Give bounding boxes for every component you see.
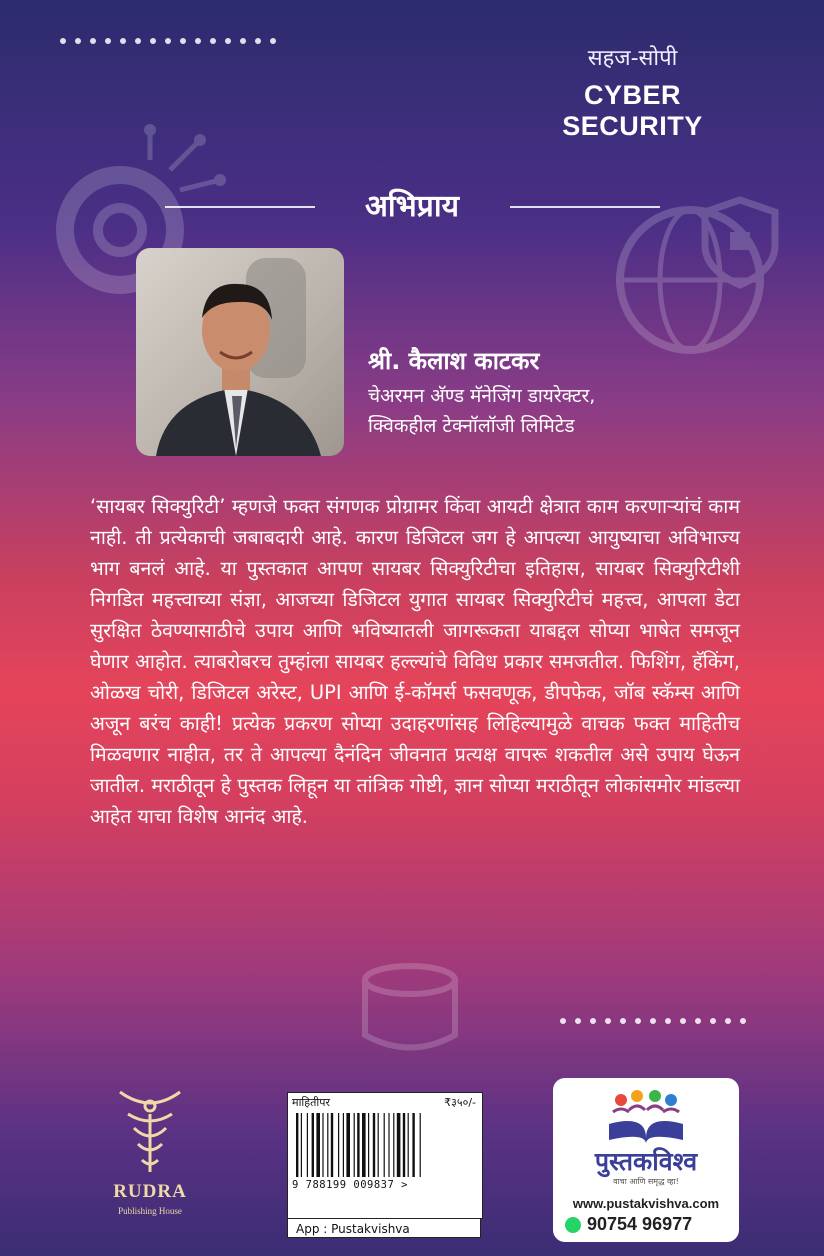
decorative-dots-bottom <box>560 1018 746 1024</box>
app-label: App : Pustakvishva <box>287 1218 481 1238</box>
decorative-dots-top <box>60 38 276 44</box>
author-role: चेअरमन अ‍ॅण्ड मॅनेजिंग डायरेक्टर, <box>368 385 596 407</box>
series-subtitle: CYBER SECURITY <box>562 80 703 141</box>
barcode-icon <box>296 1113 472 1177</box>
publisher-tagline: Publishing House <box>118 1206 182 1216</box>
price-label: माहितीपर <box>292 1096 330 1109</box>
distributor-website: www.pustakvishva.com <box>572 1196 720 1211</box>
distributor-box <box>553 1078 739 1242</box>
series-title: सहज-सोपी <box>587 46 678 71</box>
whatsapp-icon <box>565 1217 581 1233</box>
price: ₹३५०/- <box>444 1096 476 1109</box>
readers-book-icon <box>601 1088 691 1144</box>
isbn-number: 9 788199 009837 > <box>292 1179 408 1191</box>
publisher-name: RUDRA <box>113 1181 187 1202</box>
distributor-phone: 90754 96977 <box>587 1214 693 1234</box>
rudra-logo-icon <box>108 1084 192 1178</box>
distributor-brand: पुस्तकविश्व <box>594 1147 698 1176</box>
author-company: क्विकहील टेक्नॉलॉजी लिमिटेड <box>368 415 575 437</box>
database-icon <box>340 950 480 1060</box>
section-heading: अभिप्राय <box>364 189 460 224</box>
barcode-box <box>287 1092 483 1219</box>
author-photo <box>136 248 344 456</box>
author-name: श्री. कैलाश काटकर <box>368 347 540 375</box>
distributor-tagline: वाचा आणि समृद्ध व्हा! <box>613 1177 679 1186</box>
review-text: ‘सायबर सिक्युरिटी’ म्हणजे फक्त संगणक प्रोग्रामर किंवा आयटी क्षेत्रात काम करणाऱ्यांचं काम नाही. ती प्रत्येकाची जबाबदारी आहे. कारण डिजिटल जग हे आपल्या आयुष्याचा अविभाज्य भाग बनलं आहे. या पुस्तकात आपण सायबर सिक्युरिटीचा इतिहास, सायबर सिक्युरिटीशी निगडित महत्त्वाच्या संज्ञा, आजच्या डिजिटल युगात सायबर सिक्युरिटीचं महत्त्व, आपला डेटा सुरक्षित ठेवण्यासाठीचे उपाय आणि भविष्यातली जागरूकता याबद्दल सोप्या भाषेत समजून घेणार आहोत. त्याबरोबरच तुम्हांला सायबर हल्ल्यांचे विविध प्रकार समजतील. फिशिंग, हॅकिंग, ओळख चोरी, डिजिटल अरेस्ट, UPI आणि ई-कॉमर्स फसवणूक, डीपफेक, जॉब स्कॅम्स आणि अजून बरंच काही! प्रत्येक प्रकरण सोप्या उदाहरणांसह लिहिल्यामुळे वाचक फक्त माहितीच मिळवणार नाहीत, तर ते आपल्या दैनंदिन जीवनात प्रत्यक्ष वापरू शकतील असे उपाय घेऊन जातील. मराठीतून हे पुस्तक लिहून या तांत्रिक गोष्टी, ज्ञान सोप्या मराठीतून लोकांसमोर मांडल्या आहेत याचा विशेष आनंद आहे. <box>90 495 740 828</box>
